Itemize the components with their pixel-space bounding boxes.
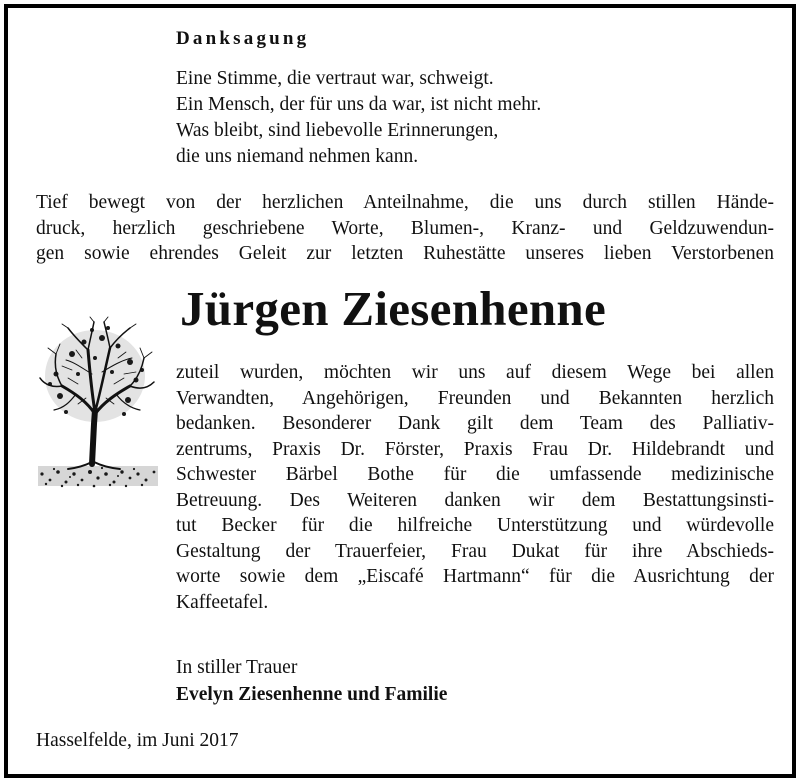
deceased-name: Jürgen Ziesenhenne (180, 281, 607, 336)
closing-line: In stiller Trauer (176, 657, 298, 678)
tree-icon (32, 314, 162, 490)
place-date: Hasselfelde, im Juni 2017 (36, 730, 239, 751)
body-line: Betreuung. Des Weiteren danken wir dem Bestattungsinsti- (176, 489, 774, 511)
body-line: Kaffeetafel. (176, 591, 269, 613)
body-paragraph (176, 360, 774, 615)
body-line: tut Becker für die hilfreiche Unterstützung und würdevolle (176, 515, 774, 536)
family-signature: Evelyn Ziesenhenne und Familie (176, 684, 448, 705)
body-line: zuteil wurden, möchten wir uns auf diesem Wege bei allen (176, 362, 774, 383)
closing-block (176, 654, 447, 708)
body-line: zentrums, Praxis Dr. Förster, Praxis Frau Dr. Hildebrandt und (176, 438, 774, 460)
intro-line: gen sowie ehrendes Geleit zur letzten Ruhestätte unseres lieben Verstorbenen (36, 243, 774, 264)
poem-line: Was bleibt, sind liebevolle Erinnerungen, (176, 120, 499, 141)
body-line: Schwester Bärbel Bothe für die umfassende medizinische (176, 464, 774, 485)
obituary-notice (4, 4, 796, 778)
body-line: worte sowie dem „Eiscafé Hartmann“ für die Ausrichtung der (176, 566, 774, 587)
intro-line: Tief bewegt von der herzlichen Anteilnahme, die uns durch stillen Hände- (36, 192, 774, 213)
body-line: Gestaltung der Trauerfeier, Frau Dukat für ihre Abschieds- (176, 540, 774, 562)
poem-line: die uns niemand nehmen kann. (176, 146, 419, 167)
body-line: Verwandten, Angehörigen, Freunden und Bekannten herzlich (176, 387, 774, 409)
poem-line: Eine Stimme, die vertraut war, schweigt. (176, 68, 494, 89)
intro-paragraph (36, 190, 774, 267)
intro-line: druck, herzlich geschriebene Worte, Blumen-, Kranz- und Geldzuwendun- (36, 217, 774, 239)
notice-heading: Danksagung (176, 28, 310, 49)
body-line: bedanken. Besonderer Dank gilt dem Team des Palliativ- (176, 413, 774, 434)
poem-line: Ein Mensch, der für uns da war, ist nicht mehr. (176, 94, 542, 115)
poem (176, 66, 541, 170)
